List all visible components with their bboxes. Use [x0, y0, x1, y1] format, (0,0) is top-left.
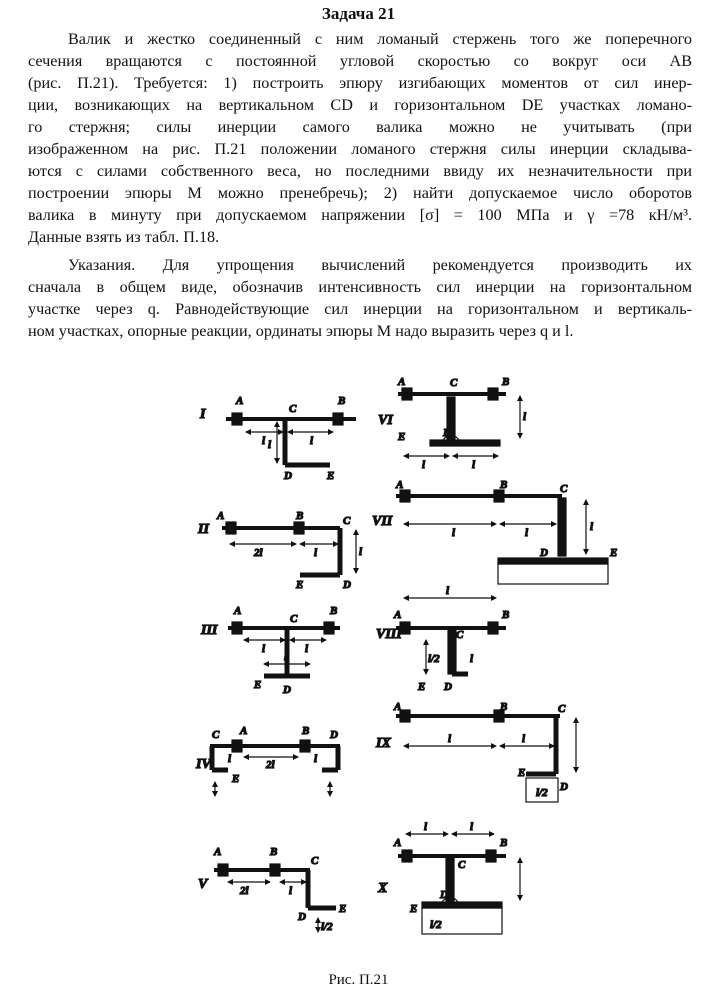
- label-c: C: [212, 729, 220, 741]
- label-d: D: [330, 729, 338, 741]
- problem-line: Данные взять из табл. П.18.: [28, 228, 220, 246]
- label-a: A: [240, 725, 248, 737]
- label-d: D: [298, 911, 306, 923]
- label-c: C: [558, 703, 566, 715]
- problem-title: Задача 21: [321, 4, 396, 23]
- label-e: E: [232, 773, 240, 785]
- scheme-3: [228, 622, 340, 676]
- label-e: E: [410, 903, 418, 915]
- label-len: l: [448, 733, 452, 745]
- scheme-4: [210, 740, 340, 796]
- label-len: l: [359, 546, 363, 558]
- scheme-6: [398, 388, 520, 456]
- label-len: l: [470, 653, 474, 665]
- hint-line: участке через q. Равнодействующие сил инерции на горизонтальном и вертикаль-: [28, 300, 692, 318]
- problem-line: ции, возникающих на вертикальном CD и горизонтальном DE участках ломано-: [28, 96, 692, 114]
- label-len: l: [472, 459, 476, 471]
- label-len: l: [268, 439, 272, 451]
- label-d: D: [444, 681, 452, 693]
- label-b: B: [500, 479, 508, 491]
- label-a: A: [396, 479, 404, 491]
- scheme-9: [396, 710, 576, 802]
- scheme-10-num: X: [378, 881, 388, 896]
- label-len: 2l: [254, 547, 263, 559]
- label-a: A: [394, 837, 402, 849]
- label-b: B: [500, 701, 508, 713]
- label-c: C: [289, 403, 297, 415]
- label-d: D: [443, 427, 451, 439]
- problem-line: го стержня; силы инерции самого валика можно не учитывать (при: [28, 118, 692, 136]
- label-len: l: [522, 733, 526, 745]
- hint-line: сначала в общем виде, обозначив интенсивность сил инерции на горизонтальном: [28, 278, 692, 296]
- label-c: C: [290, 613, 298, 625]
- label-b: B: [330, 605, 338, 617]
- label-e: E: [296, 579, 304, 591]
- label-c: C: [458, 859, 466, 871]
- label-len: l: [262, 643, 266, 655]
- scheme-2: [222, 522, 356, 575]
- label-e: E: [418, 681, 426, 693]
- label-d: D: [284, 470, 292, 482]
- figure-caption: Рис. П.21: [328, 972, 389, 988]
- label-len: l: [305, 643, 309, 655]
- label-a: A: [234, 605, 242, 617]
- scheme-1-num: I: [200, 407, 206, 422]
- label-b: B: [296, 510, 304, 522]
- label-e: E: [398, 431, 406, 443]
- label-len: l: [523, 411, 527, 423]
- label-len: l: [314, 753, 318, 765]
- scheme-5: [214, 864, 336, 932]
- label-len: l: [228, 753, 232, 765]
- problem-line: (рис. П.21). Требуется: 1) построить эпюру изгибающих моментов от сил инер-: [28, 74, 692, 92]
- label-a: A: [394, 609, 402, 621]
- label-d: D: [283, 684, 291, 696]
- scheme-3-num: III: [201, 623, 218, 638]
- scheme-7: [396, 490, 608, 584]
- label-len: 2l: [266, 759, 275, 771]
- label-a: A: [217, 510, 225, 522]
- label-len: 2l: [240, 885, 249, 897]
- label-c: C: [560, 483, 568, 495]
- label-b: B: [502, 376, 510, 388]
- problem-line: ются с силами собственного веса, но последними ввиду их незначительности при: [28, 162, 692, 180]
- label-d: D: [560, 781, 568, 793]
- label-len: l: [424, 821, 428, 833]
- label-e: E: [610, 547, 618, 559]
- label-c: C: [450, 377, 458, 389]
- scheme-9-num: IX: [376, 736, 391, 751]
- label-len: l: [284, 651, 288, 663]
- label-len: l: [590, 521, 594, 533]
- scheme-8: [396, 598, 506, 674]
- label-c: C: [456, 629, 464, 641]
- label-len: l: [452, 527, 456, 539]
- label-len: l: [310, 435, 314, 447]
- problem-line: валика в минуту при допускаемом напряжении [σ] = 100 МПа и γ =78 кН/м³.: [28, 206, 692, 224]
- label-len: l/2: [430, 919, 442, 931]
- scheme-1: [226, 413, 356, 465]
- label-len: l: [446, 585, 450, 597]
- problem-line: сечения вращаются с постоянной угловой скоростью со вокруг оси AB: [28, 52, 692, 70]
- label-a: A: [394, 701, 402, 713]
- scheme-10: [398, 834, 520, 934]
- problem-line: изображенном на рис. П.21 положении ломаного стержня силы инерции складыва-: [28, 140, 692, 158]
- label-b: B: [502, 609, 510, 621]
- label-d: D: [343, 579, 351, 591]
- label-b: B: [338, 395, 346, 407]
- label-e: E: [254, 679, 262, 691]
- label-c: C: [343, 515, 351, 527]
- scheme-5-num: V: [198, 877, 208, 892]
- scheme-4-num: IV: [196, 757, 211, 772]
- label-a: A: [214, 846, 222, 858]
- label-d: D: [540, 547, 548, 559]
- problem-line: Валик и жестко соединенный с ним ломаный стержень того же поперечного: [68, 30, 692, 48]
- scheme-7-num: VII: [372, 514, 393, 529]
- label-len: l: [289, 885, 293, 897]
- label-b: B: [500, 837, 508, 849]
- label-d: D: [440, 889, 448, 901]
- label-len: l/2: [428, 653, 440, 665]
- label-len: l: [314, 547, 318, 559]
- scheme-6-num: VI: [378, 413, 393, 428]
- label-e: E: [327, 470, 335, 482]
- label-e: E: [518, 767, 526, 779]
- hint-line: Указания. Для упрощения вычислений рекомендуется производить их: [68, 256, 692, 274]
- label-b: B: [302, 725, 310, 737]
- label-len: l/2: [536, 787, 548, 799]
- problem-line: построении эпюры M можно пренебречь); 2) найти допускаемое число оборотов: [28, 184, 692, 202]
- label-len: l: [422, 459, 426, 471]
- label-len: l: [470, 821, 474, 833]
- label-a: A: [236, 395, 244, 407]
- label-e: E: [339, 903, 347, 915]
- label-len: l: [262, 435, 266, 447]
- hint-line: ном участках, опорные реакции, ординаты эпюры M надо выразить через q и l.: [28, 322, 574, 340]
- label-len: l/2: [321, 921, 333, 933]
- scheme-8-num: VIII: [376, 627, 402, 642]
- scheme-2-num: II: [198, 522, 209, 537]
- label-c: C: [311, 855, 319, 867]
- label-len: l: [525, 527, 529, 539]
- label-b: B: [270, 846, 278, 858]
- label-a: A: [398, 376, 406, 388]
